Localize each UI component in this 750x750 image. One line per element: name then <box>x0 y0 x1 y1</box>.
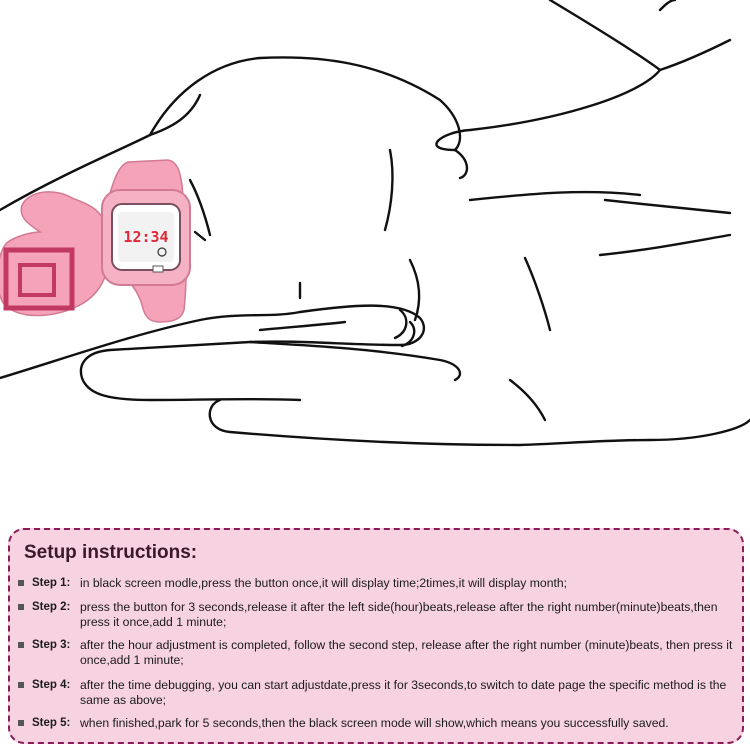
step-text: press the button for 3 seconds,release it after the left side(hour)beats,release after the right number(minute)beats,then press it once,add 1 minute; <box>80 600 718 629</box>
bullet-icon <box>18 604 24 610</box>
watch-button <box>153 266 163 272</box>
bullet-icon <box>18 720 24 726</box>
step-label: Step 3: <box>32 639 71 651</box>
bullet-icon <box>18 580 24 586</box>
step-text: after the hour adjustment is completed, follow the second step, release after the right number (minute)beats, then press it once,add 1 minute; <box>80 638 733 667</box>
step-label: Step 2: <box>32 601 71 613</box>
panel-title: Setup instructions: <box>24 542 198 563</box>
step-text: in black screen modle,press the button once,it will display time;2times,it will display month; <box>80 576 568 590</box>
watch <box>0 160 190 322</box>
step-label: Step 4: <box>32 679 71 691</box>
setup-instructions-panel <box>8 528 744 744</box>
bullet-icon <box>18 682 24 688</box>
step-label: Step 5: <box>32 717 71 729</box>
step-text: after the time debugging, you can start adjustdate,press it for 3seconds,to switch to date page the specific method is the same as above; <box>80 678 727 707</box>
step-label: Step 1: <box>32 577 71 589</box>
bullet-icon <box>18 642 24 648</box>
step-text: when finished,park for 5 seconds,then the black screen mode will show,which means you successfully saved. <box>80 716 669 730</box>
watch-display-time: 12:34 <box>123 228 169 246</box>
